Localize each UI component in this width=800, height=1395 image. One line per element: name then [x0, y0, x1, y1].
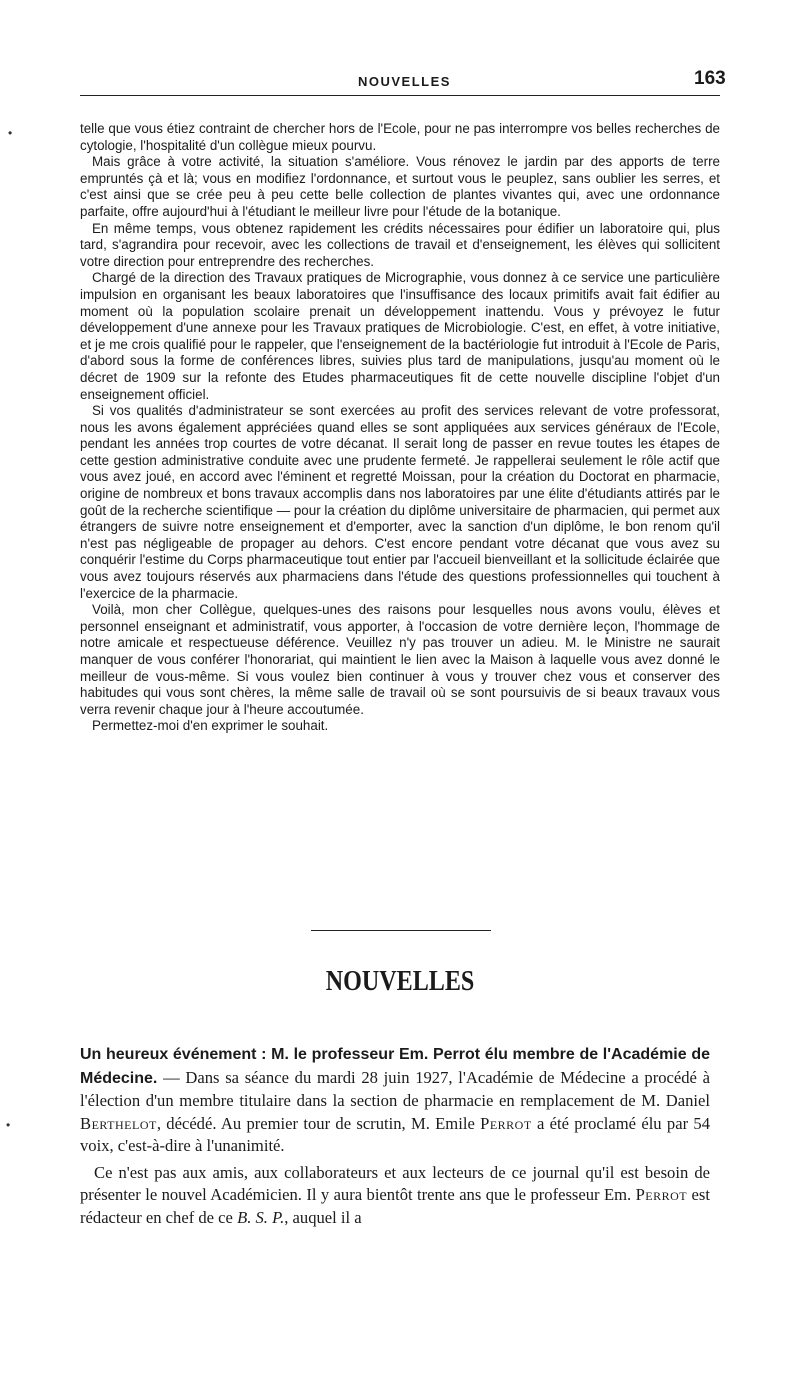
news-item-heading: Un heureux événement : M. le professeur Em. Perrot élu membre de l'Académie de Médecine.: [80, 1046, 710, 1087]
letter-paragraph-3: En même temps, vous obtenez rapidement les crédits nécessaires pour édifier un laboratoire qui, plus tard, s'agrandira pour recevoir, avec les collections de travail et d'enseignement, les élèves qui sollicitent votre direction pour entreprendre des recherches.: [80, 220, 720, 269]
section-separator: [311, 930, 491, 931]
running-header-title: NOUVELLES: [358, 74, 451, 89]
news-text-run: est rédacteur en chef de ce: [80, 1185, 710, 1227]
page-number: 163: [694, 68, 726, 89]
letter-paragraph-4: Chargé de la direction des Travaux pratiques de Micrographie, vous donnez à ce service une particulière impulsion en organisant les beaux laboratoires que l'insuffisance des locaux primitifs avait fait édifier au moment où la population scolaire prenait un développement inattendu. Vous y prévoyez le futur développement d'une annexe pour les Travaux pratiques de Microbiologie. C'est, en effet, à votre initiative, et je me crois qualifié pour le rappeler, que l'enseignement de la bactériologie fut introduit à l'Ecole de Paris, d'abord sous la forme de conférences libres, suivies plus tard de manipulations, jusqu'au moment où le décret de 1909 sur la refonte des Etudes pharmaceutiques fit de cette nouvelle discipline l'objet d'un enseignement officiel.: [80, 270, 720, 402]
margin-mark: •: [8, 126, 13, 140]
header-rule: [80, 95, 720, 96]
journal-name: B. S. P.: [237, 1207, 285, 1227]
section-heading: NOUVELLES: [325, 966, 475, 997]
news-text: [80, 1043, 710, 1233]
news-text-run: , auquel il a: [284, 1207, 362, 1227]
person-name: Perrot: [635, 1185, 688, 1204]
news-text-run: — Dans sa séance du mardi 28 juin 1927, l'Académie de Médecine a procédé à l'élection d'un membre titulaire dans la section de pharmacie en remplacement de M. Daniel: [80, 1067, 710, 1110]
margin-mark: •: [6, 1118, 11, 1132]
news-text-run: a été proclamé élu par 54 voix, c'est-à-dire à l'unanimité.: [80, 1113, 710, 1155]
news-paragraph-1: [80, 1043, 710, 1158]
news-paragraph-2: [80, 1162, 710, 1230]
news-text-run: , décédé. Au premier tour de scrutin, M. Emile: [156, 1113, 481, 1133]
letter-text: [80, 121, 720, 735]
news-text-run: Ce n'est pas aux amis, aux collaborateurs et aux lecteurs de ce journal qu'il est besoin de présenter le nouvel Académicien. Il y aura bientôt trente ans que le professeur Em.: [80, 1162, 710, 1204]
person-name: Berthelot: [80, 1113, 157, 1133]
person-name: Perrot: [480, 1113, 532, 1133]
letter-paragraph-2: Mais grâce à votre activité, la situation s'améliore. Vous rénovez le jardin par des apports de terre empruntés çà et là; vous en modifiez l'ordonnance, et surtout vous le peuplez, sans oublier les serres, et c'est ainsi que se crée peu à peu cette belle collection de plantes vivantes qui, avec une ordonnance parfaite, offre aujourd'hui à l'étudiant le meilleur livre pour l'étude de la botanique.: [80, 154, 720, 219]
letter-paragraph-1: telle que vous étiez contraint de chercher hors de l'Ecole, pour ne pas interrompre vos belles recherches de cytologie, l'hospitalité d'un collègue mieux pourvu.: [80, 121, 720, 153]
letter-paragraph-6: Voilà, mon cher Collègue, quelques-unes des raisons pour lesquelles nous avons voulu, élèves et personnel enseignant et administratif, vous apporter, à l'occasion de votre dernière leçon, l'hommage de notre amicale et respectueuse déférence. Veuillez n'y pas trouver un adieu. M. le Ministre ne saurait manquer de vous conférer l'honorariat, qui maintient le lien avec la Maison à laquelle vous avez donné le meilleur de vous-même. Si vous voulez bien continuer à vous y trouver chez vous et conserver des habitudes qui vous sont chères, la même salle de travail où se sont poursuivis de si beaux travaux vous verra revenir chaque jour à l'heure accoutumée.: [80, 602, 720, 717]
letter-paragraph-5: Si vos qualités d'administrateur se sont exercées au profit des services relevant de votre professorat, nous les avons également appréciées quand elles se sont appliquées aux services généraux de l'Ecole, pendant les années trop courtes de votre décanat. Il serait long de passer en revue toutes les étapes de cette gestion administrative conduite avec une prudente fermeté. Je rappellerai seulement le rôle actif que vous avez joué, en accord avec l'éminent et regretté Moissan, pour la création du Doctorat en pharmacie, origine de nombreux et bons travaux accomplis dans nos laboratoires par une élite d'étudiants attirés par le goût de la recherche scientifique — pour la création du diplôme universitaire de pharmacien, qui permet aux étrangers de suivre notre enseignement et d'emporter, avec la sanction d'un diplôme, le bon renom qu'il n'est pas négligeable de propager au dehors. C'est encore pendant votre décanat que vous avez su conquérir l'estime du Corps pharmaceutique tout entier par l'accueil bienveillant et la sollicitude éclairée que vous avez toujours réservés aux pharmaciens dans l'étude des questions professionnelles qui touchent à l'exercice de la pharmacie.: [80, 403, 720, 601]
letter-paragraph-7: Permettez-moi d'en exprimer le souhait.: [92, 718, 329, 734]
